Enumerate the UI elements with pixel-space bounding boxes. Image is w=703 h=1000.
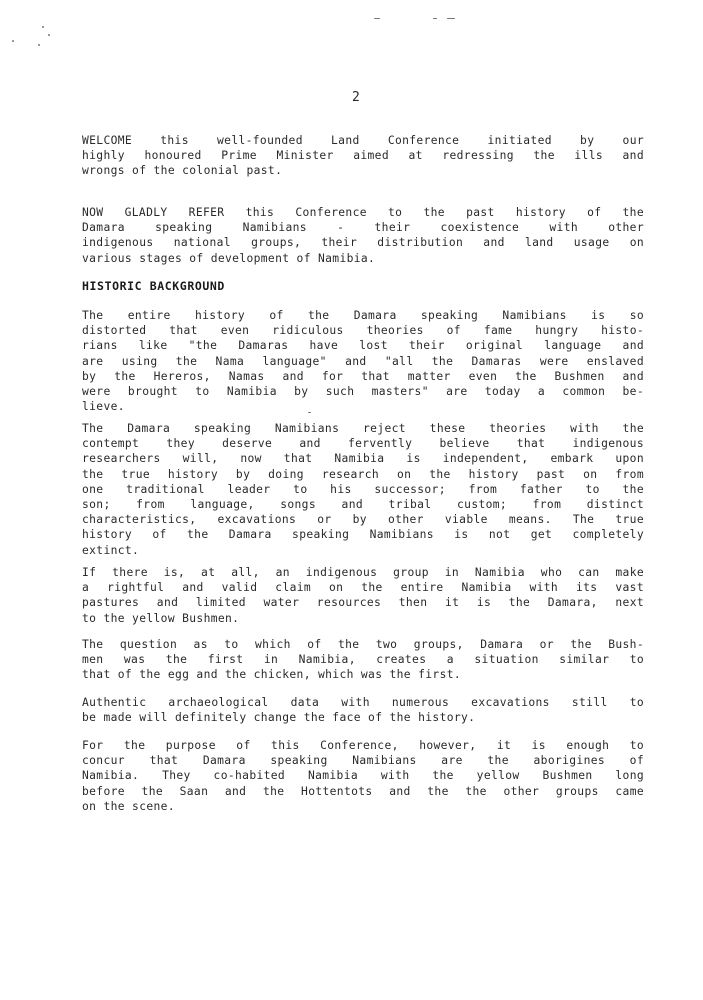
- text-line: pastures and limited water resources then it is the Damara, next: [82, 596, 644, 610]
- text-line: researchers will, now that Namibia is independent, embark upon: [82, 452, 644, 466]
- text-line: on the scene.: [82, 799, 175, 813]
- text-line: are using the Nama language" and "all the Damaras were enslaved: [82, 354, 644, 368]
- text-line: one traditional leader to his successor; from father to the: [82, 482, 644, 496]
- text-line: concur that Damara speaking Namibians are the aborigines of: [82, 754, 644, 768]
- text-line: a rightful and valid claim on the entire Namibia with its vast: [82, 581, 644, 595]
- text-line: before the Saan and the Hottentots and the the other groups came: [82, 784, 644, 798]
- text-line: If there is, at all, an indigenous group in Namibia who can make: [82, 566, 644, 579]
- text-line: contempt they deserve and fervently believe that indigenous: [82, 437, 644, 451]
- paragraph-question: [82, 637, 644, 683]
- text-line: Authentic archaeological data with numerous excavations still to: [82, 696, 644, 709]
- text-line: NOW GLADLY REFER this Conference to the past history of the: [82, 206, 644, 219]
- text-line: highly honoured Prime Minister aimed at redressing the ills and: [82, 149, 644, 163]
- scan-speck: [38, 44, 40, 46]
- scan-speck: [12, 40, 14, 42]
- scan-speck: [374, 18, 380, 19]
- text-line: For the purpose of this Conference, however, it is enough to: [82, 739, 644, 752]
- section-heading: HISTORIC BACKGROUND: [82, 279, 225, 293]
- text-line: rians like "the Damaras have lost their original language and: [82, 339, 644, 353]
- text-line: lieve.: [82, 400, 125, 414]
- text-line: Damara speaking Namibians - their coexistence with other: [82, 221, 644, 235]
- text-line: indigenous national groups, their distribution and land usage on: [82, 236, 644, 250]
- text-line: the true history by doing research on the history past on from: [82, 467, 644, 481]
- scan-speck: [433, 18, 437, 19]
- text-line: The question as to which of the two groups, Damara or the Bush-: [82, 638, 644, 651]
- paragraph-claim: [82, 565, 644, 626]
- text-line: The entire history of the Damara speaking Namibians is so: [82, 309, 644, 322]
- text-line: by the Hereros, Namas and for that matter even the Bushmen and: [82, 369, 644, 383]
- text-line: Namibia. They co-habited Namibia with the yellow Bushmen long: [82, 769, 644, 783]
- text-line: WELCOME this well-founded Land Conference initiated by our: [82, 134, 644, 147]
- text-line: be made will definitely change the face of the history.: [82, 711, 476, 725]
- text-line: history of the Damara speaking Namibians is not get completely: [82, 528, 644, 542]
- text-line: extinct.: [82, 543, 140, 557]
- paragraph-reject: [82, 421, 644, 558]
- paragraph-welcome: [82, 133, 644, 179]
- text-line: to the yellow Bushmen.: [82, 611, 240, 625]
- text-line: various stages of development of Namibia.: [82, 251, 376, 265]
- text-line: distorted that even ridiculous theories of fame hungry histo-: [82, 324, 644, 338]
- text-line: The Damara speaking Namibians reject these theories with the: [82, 422, 644, 435]
- paragraph-history: [82, 308, 644, 414]
- page-number: 2: [352, 90, 360, 105]
- text-line: were brought to Namibia by such masters" are today a common be-: [82, 385, 644, 399]
- scan-speck: [447, 18, 455, 19]
- paragraph-purpose: [82, 738, 644, 814]
- text-line: characteristics, excavations or by other viable means. The true: [82, 513, 644, 527]
- paragraph-refer: [82, 205, 644, 266]
- text-line: wrongs of the colonial past.: [82, 164, 283, 178]
- paragraph-authentic: [82, 695, 644, 725]
- text-line: men was the first in Namibia, creates a situation similar to: [82, 653, 644, 667]
- text-line: son; from language, songs and tribal custom; from distinct: [82, 498, 644, 512]
- text-line: that of the egg and the chicken, which was the first.: [82, 668, 462, 682]
- scan-speck: [48, 34, 50, 36]
- scan-speck: [42, 26, 44, 28]
